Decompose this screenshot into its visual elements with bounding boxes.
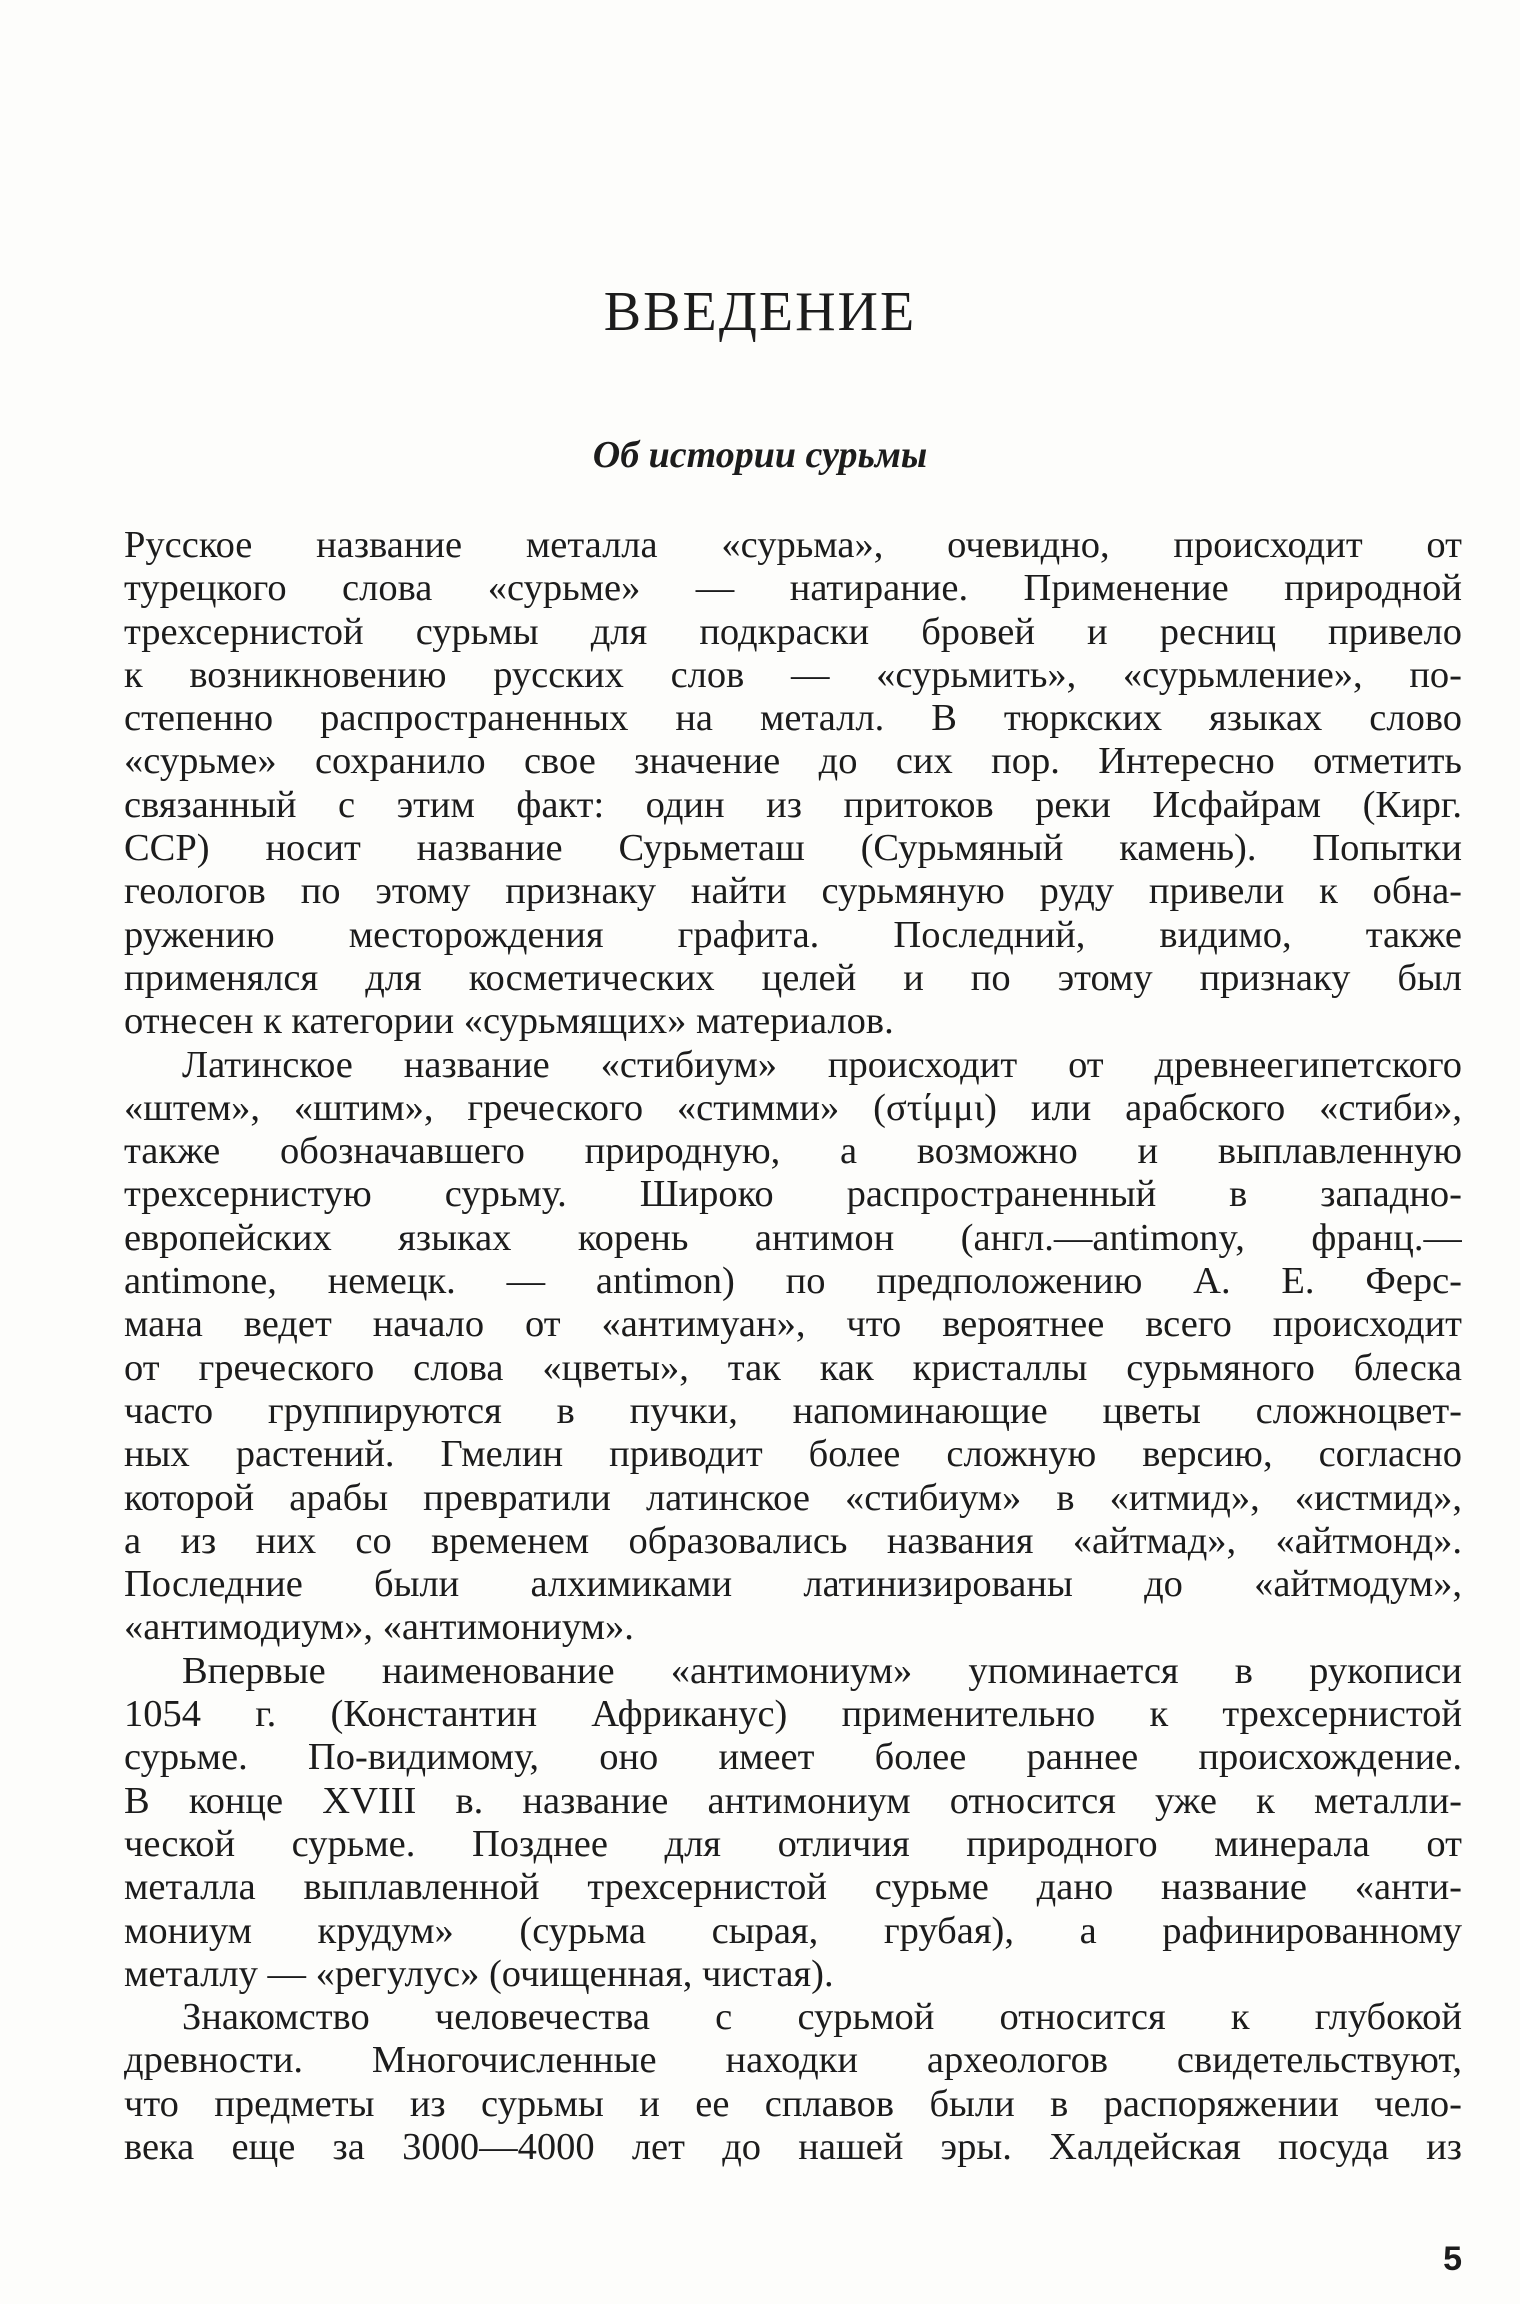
text-line: antimone, немецк. — antimon) по предположению А. Е. Ферс- — [124, 1260, 1462, 1303]
text-line: сурьме. По-видимому, оно имеет более раннее происхождение. — [124, 1736, 1462, 1779]
text-line: турецкого слова «сурьме» — натирание. Применение природной — [124, 567, 1462, 610]
text-line: ных растений. Гмелин приводит более сложную версию, согласно — [124, 1433, 1462, 1476]
text-line: что предметы из сурьмы и ее сплавов были в распоряжении чело- — [124, 2082, 1462, 2125]
text-line: 1054 г. (Константин Африканус) применительно к трехсернистой — [124, 1693, 1462, 1736]
text-line: Впервые наименование «антимониум» упоминается в рукописи — [182, 1649, 1462, 1692]
text-line: а из них со временем образовались названия «айтмад», «айтмонд». — [124, 1519, 1462, 1562]
text-line: часто группируются в пучки, напоминающие цветы сложноцвет- — [124, 1389, 1462, 1432]
text-line: от греческого слова «цветы», так как кристаллы сурьмяного блеска — [124, 1346, 1462, 1389]
text-line: к возникновению русских слов — «сурьмить», «сурьмление», по- — [124, 653, 1462, 696]
text-line: Знакомство человечества с сурьмой относится к глубокой — [182, 1996, 1462, 2039]
text-line: века еще за 3000—4000 лет до нашей эры. Халдейская посуда из — [124, 2125, 1462, 2168]
text-line: связанный с этим факт: один из притоков реки Исфайрам (Кирг. — [124, 783, 1462, 826]
body-text — [124, 524, 1462, 2169]
text-line: мана ведет начало от «антимуан», что вероятнее всего происходит — [124, 1303, 1462, 1346]
text-line: степенно распространенных на металл. В тюркских языках слово — [124, 697, 1462, 740]
text-line: В конце XVIII в. название антимониум относится уже к металли- — [124, 1779, 1462, 1822]
text-line: применялся для косметических целей и по этому признаку был — [124, 956, 1462, 999]
text-line: ССР) носит название Сурьметаш (Сурьмяный камень). Попытки — [124, 827, 1462, 870]
chapter-title: ВВЕДЕНИЕ — [603, 281, 917, 343]
text-line: европейских языках корень антимон (англ.—antimony, франц.— — [124, 1216, 1462, 1259]
text-line: также обозначавшего природную, а возможно и выплавленную — [124, 1130, 1462, 1173]
text-line: Последние были алхимиками латинизированы до «айтмодум», — [124, 1563, 1462, 1606]
text-line: отнесен к категории «сурьмящих» материалов. — [124, 1000, 894, 1043]
text-line: которой арабы превратили латинское «стибиум» в «итмид», «истмид», — [124, 1476, 1462, 1519]
text-line: «штем», «штим», греческого «стимми» (στίμμι) или арабского «стиби», — [124, 1086, 1462, 1129]
text-line: ческой сурьме. Позднее для отличия природного минерала от — [124, 1822, 1462, 1865]
text-line: Латинское название «стибиум» происходит от древнеегипетского — [182, 1043, 1462, 1086]
text-line: «антимодиум», «антимониум». — [124, 1606, 634, 1649]
text-line: трехсернистой сурьмы для подкраски бровей и ресниц привело — [124, 610, 1462, 653]
text-line: металлу — «регулус» (очищенная, чистая). — [124, 1952, 834, 1995]
text-line: «сурьме» сохранило свое значение до сих пор. Интересно отметить — [124, 740, 1462, 783]
text-line: мониум крудум» (сурьма сырая, грубая), а рафинированному — [124, 1909, 1462, 1952]
page-number: 5 — [1443, 2240, 1462, 2278]
text-line: металла выплавленной трехсернистой сурьме дано название «анти- — [124, 1866, 1462, 1909]
text-line: древности. Многочисленные находки археологов свидетельствуют, — [124, 2039, 1462, 2082]
text-line: геологов по этому признаку найти сурьмяную руду привели к обна- — [124, 870, 1462, 913]
text-line: ружению месторождения графита. Последний, видимо, также — [124, 913, 1462, 956]
section-title: Об истории сурьмы — [592, 434, 928, 476]
text-line: Русское название металла «сурьма», очевидно, происходит от — [124, 524, 1462, 566]
text-line: трехсернистую сурьму. Широко распространенный в западно- — [124, 1173, 1462, 1216]
